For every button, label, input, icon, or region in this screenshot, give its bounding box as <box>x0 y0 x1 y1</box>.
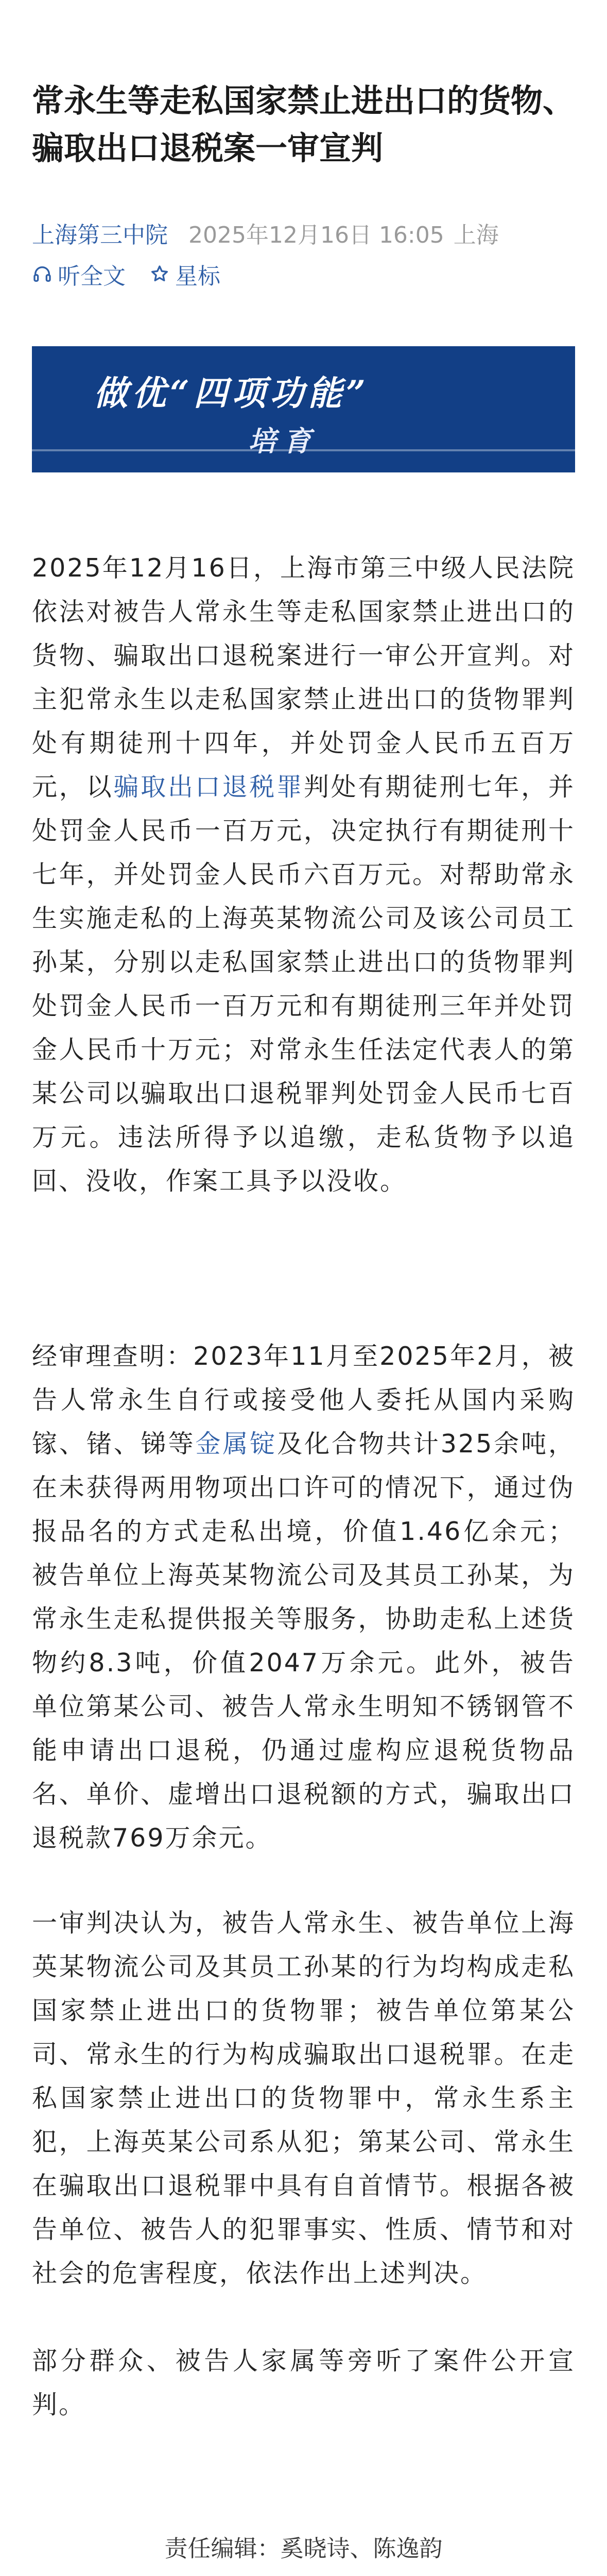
headphones-icon <box>32 264 53 284</box>
paragraph-1-text-b: 判处有期徒刑七年，并处罚金人民币一百万元，决定执行有期徒刑十七年，并处罚金人民币六百万元。对帮助常永生实施走私的上海英某物流公司及该公司员工孙某，分别以走私国家禁止进出口的货物罪判处罚金人民币一百万元和有期徒刑三年并处罚金人民币十万元；对常永生任法定代表人的第某公司以骗取出口退税罪判处罚金人民币七百万元。违法所得予以追缴，走私货物予以追回、没收，作案工具予以没收。 <box>32 772 575 1196</box>
listen-button[interactable] <box>32 258 126 291</box>
keyword-link-metal-ingot[interactable]: 金属锭 <box>195 1429 278 1459</box>
banner-line-2: 培育 <box>248 425 318 457</box>
header-banner <box>32 346 575 472</box>
paragraph-1-text-a: 2025年12月16日，上海市第三中级人民法院依法对被告人常永生等走私国家禁止进出口的货物、骗取出口退税案进行一审公开宣判。对主犯常永生以走私国家禁止进出口的货物罪判处有期徒刑十四年，并处罚金人民币五百万元，以 <box>32 553 575 802</box>
source-link[interactable]: 上海第三中院 <box>32 222 168 248</box>
paragraph-4-text: 部分群众、被告人家属等旁听了案件公开宣判。 <box>32 2346 575 2419</box>
responsible-editor: 责任编辑：奚晓诗、陈逸韵 <box>164 2535 443 2562</box>
keyword-link-tax-fraud[interactable]: 骗取出口退税罪 <box>113 772 304 802</box>
publish-date: 2025年12月16日 16:05 <box>188 222 444 248</box>
paragraph-2 <box>32 1334 575 1860</box>
paragraph-4 <box>32 2339 575 2427</box>
paragraph-2-text-b: 及化合物共计325余吨，在未获得两用物项出口许可的情况下，通过伪报品名的方式走私出境，价值1.46亿余元；被告单位上海英某物流公司及其员工孙某，为常永生走私提供报关等服务，协助走私上述货物约8.3吨，价值2047万余元。此外，被告单位第某公司、被告人常永生明知不锈钢管不能申请出口退税，仍通过虚构应退税货物品名、单价、虚增出口退税额的方式，骗取出口退税款769万余元。 <box>32 1429 575 1853</box>
star-button[interactable] <box>149 258 220 291</box>
listen-label: 听全文 <box>58 263 126 290</box>
article-meta <box>32 216 499 249</box>
publish-location: 上海 <box>453 222 499 248</box>
article-title: 常永生等走私国家禁止进出口的货物、骗取出口退税案一审宣判 <box>32 82 575 167</box>
article-actions <box>32 258 244 291</box>
paragraph-2-text-a: 经审理查明：2023年11月至2025年2月，被告人常永生自行或接受他人委托从国内采购镓、锗、锑等 <box>32 1342 575 1459</box>
paragraph-3-text: 一审判决认为，被告人常永生、被告单位上海英某物流公司及其员工孙某的行为均构成走私国家禁止进出口的货物罪；被告单位第某公司、常永生的行为构成骗取出口退税罪。在走私国家禁止进出口的货物罪中，常永生系主犯，上海英某公司系从犯；第某公司、常永生在骗取出口退税罪中具有自首情节。根据各被告单位、被告人的犯罪事实、性质、情节和对社会的危害程度，依法作出上述判决。 <box>32 1908 575 2288</box>
star-icon <box>149 264 170 284</box>
banner-line-1: 做优“四项功能” <box>94 373 370 413</box>
paragraph-1 <box>32 546 575 1203</box>
paragraph-3 <box>32 1901 575 2295</box>
star-label: 星标 <box>175 263 220 290</box>
